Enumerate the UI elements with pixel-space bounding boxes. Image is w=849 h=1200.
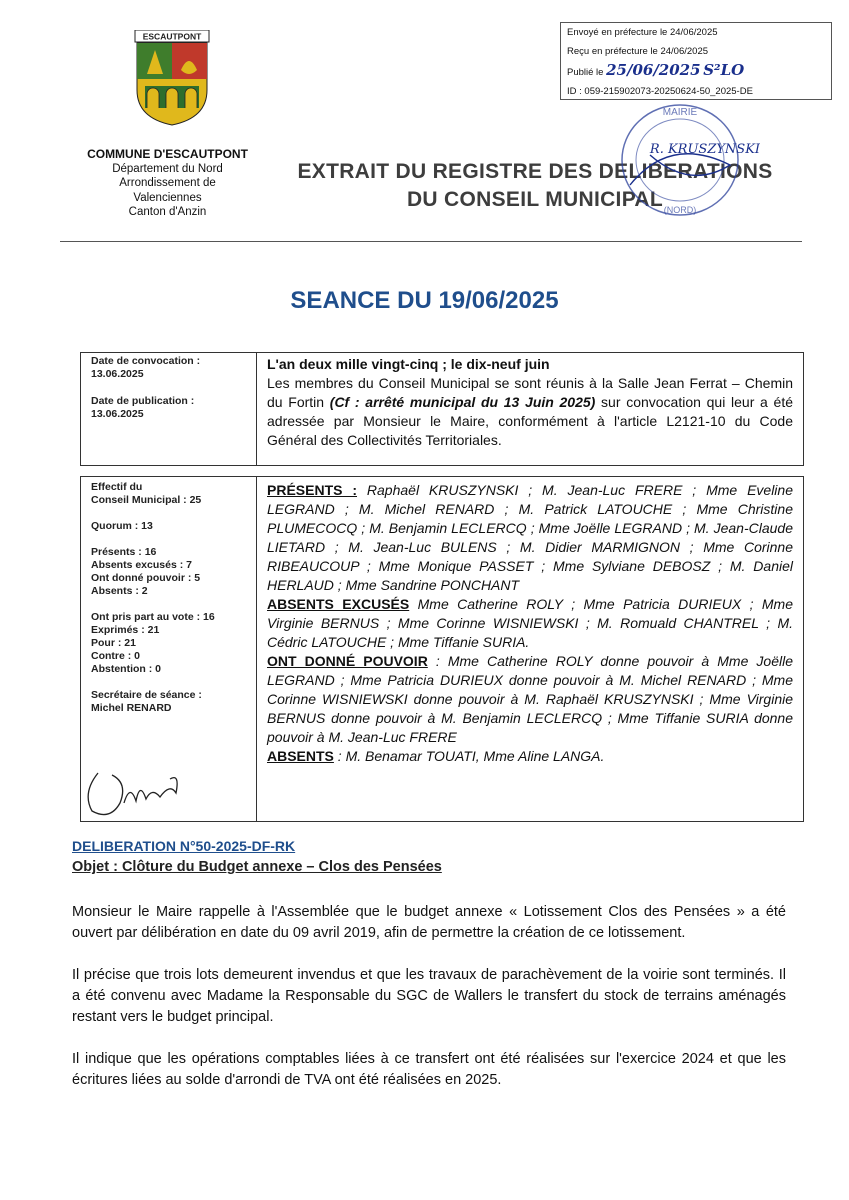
excuses-names: Mme Catherine ROLY ; Mme Patricia DURIEUX ; Mme Virginie BERNUS ; Mme Corinne WISNIEWSKI ; M. Romuald CHANTREL ; M. Cédric LATOUCHE ; Mme Tiffanie SURIA. [267,596,793,650]
stamp-id: ID : 059-215902073-20250624-50_2025-DE [567,86,753,97]
presents-names: Raphaël KRUSZYNSKI ; M. Jean-Luc FRERE ; Mme Eveline LEGRAND ; M. Michel RENARD ; M. Patrick LATOUCHE ; Mme Christine PLUMECOCQ ; M. Benjamin LECLERCQ ; Mme Joëlle LEGRAND ; M. Jean-Claude LIETARD ; M. Jean-Luc BULENS ; M. Didier MARMIGNON ; Mme Corinne RIBEAUCOUP ; Mme Monique PASSET ; Mme Sylviane DEBOSZ ; M. Daniel HERLAUD ; Mme Sandrine PONCHANT [267,482,793,593]
exprimes-count: Exprimés : 21 [91,624,160,636]
seal-top-text: MAIRIE [662,107,698,118]
seance-date-line: L'an deux mille vingt-cinq ; le dix-neuf juin [267,356,550,372]
date-convocation-value: 13.06.2025 [91,368,144,380]
convocation-text [256,352,804,466]
pouvoir-names: : Mme Catherine ROLY donne pouvoir à Mme Joëlle LEGRAND ; Mme Patricia DURIEUX donne pouvoir à M. Michel RENARD ; Mme Corinne WISNIEWSKI donne pouvoir à M. Raphaël KRUSZYNSKI ; Mme Virginie BERNUS donne pouvoir à M. Benjamin LECLERCQ ; Mme Tiffanie SURIA donne pouvoir à M. Jean-Luc FRERE [267,653,793,745]
effectif-label: Effectif du [91,481,143,493]
secretaire-signature [80,763,190,821]
seal-bottom-text: (NORD) [663,205,697,215]
mairie-seal [610,95,760,225]
commune-canton: Canton d'Anzin [128,206,207,218]
pouvoir-count: Ont donné pouvoir : 5 [91,572,201,584]
pour-count: Pour : 21 [91,637,136,649]
commune-name: COMMUNE D'ESCAUTPONT [87,147,248,161]
paragraph-2: Il précise que trois lots demeurent invendus et que les travaux de parachèvement de la voirie sont terminés. Il a été convenu avec Madame la Responsable du SGC de Wallers le transfert du stock de terrains aménagés restant vers le budget principal. [72,967,786,1025]
header-divider [60,241,802,242]
stamp-publie-date: 25/06/2025 [606,61,701,79]
convocation-dates [80,352,257,466]
stamp-envoye: Envoyé en préfecture le 24/06/2025 [567,27,718,38]
date-publication-label: Date de publication : [91,395,195,407]
prefecture-stamp [560,22,832,100]
stamp-publie [567,61,831,82]
absents-count: Absents : 2 [91,585,148,597]
absents-label: ABSENTS [267,748,334,764]
deliberation-objet: Objet : Clôture du Budget annexe – Clos des Pensées [72,859,442,875]
paragraph-3: Il indique que les opérations comptables liées à ce transfert ont été réalisées sur l'exercice 2024 et que les écritures liées au solde d'arrondi de TVA ont été réalisées en 2025. [72,1051,786,1088]
effectif-value: Conseil Municipal : 25 [91,494,202,506]
vote-count: Ont pris part au vote : 16 [91,611,215,623]
title-line-1: EXTRAIT DU REGISTRE DES DELIBERATIONS [297,160,773,183]
title-line-2: DU CONSEIL MUNICIPAL [406,188,664,211]
stamp-publie-label: Publié le [567,67,604,78]
presents-count: Présents : 16 [91,546,157,558]
absents-names: : M. Benamar TOUATI, Mme Aline LANGA. [333,748,605,764]
stamp-recu: Reçu en préfecture le 24/06/2025 [567,46,709,57]
paragraph-1: Monsieur le Maire rappelle à l'Assemblée que le budget annexe « Lotissement Clos des Pensées » a été ouvert par délibération en date du 09 avril 2019, afin de permettre la création de ce lotissement. [72,904,786,941]
stamp-publie-extra: S²LO [703,61,745,79]
seal-hand-name: R. KRUSZYNSKI [649,142,760,157]
attendance-list [256,476,804,822]
convocation-text-a: Les membres du Conseil Municipal se sont réunis à la Salle Jean Ferrat – Chemin du Fortin [267,375,793,410]
contre-count: Contre : 0 [91,650,141,662]
commune-departement: Département du Nord [112,162,223,175]
convocation-arrete: (Cf : arrêté municipal du 13 Juin 2025) [329,394,596,410]
abstention-count: Abstention : 0 [91,663,161,675]
convocation-paragraph [267,374,793,450]
absents-excuses-count: Absents excusés : 7 [91,559,192,571]
seance-title: SEANCE DU 19/06/2025 [290,287,559,314]
quorum: Quorum : 13 [91,520,153,532]
excuses-block [267,595,793,652]
presents-block [267,481,793,595]
pouvoir-label: ONT DONNÉ POUVOIR [267,653,428,669]
presents-label: PRÉSENTS : [267,482,358,498]
absents-block [267,747,793,766]
excuses-label: ABSENTS EXCUSÉS [267,596,410,612]
secretaire-name: Michel RENARD [91,702,172,714]
convocation-text-c: sur convocation qui leur a été adressée par Monsieur le Maire, conformément à l'article L2121-10 du Code Général des Collectivités Territoriales. [267,394,794,448]
pouvoir-block [267,652,793,747]
date-convocation-label: Date de convocation : [91,355,201,367]
commune-block [60,147,275,220]
commune-crest-logo [133,30,211,126]
secretaire-label: Secrétaire de séance : [91,689,202,701]
commune-arrondissement: Arrondissement de [119,177,216,189]
date-publication-value: 13.06.2025 [91,408,144,420]
crest-banner: ESCAUTPONT [142,31,202,42]
deliberation-number: DELIBERATION N°50-2025-DF-RK [72,838,296,854]
commune-ville: Valenciennes [133,191,202,204]
